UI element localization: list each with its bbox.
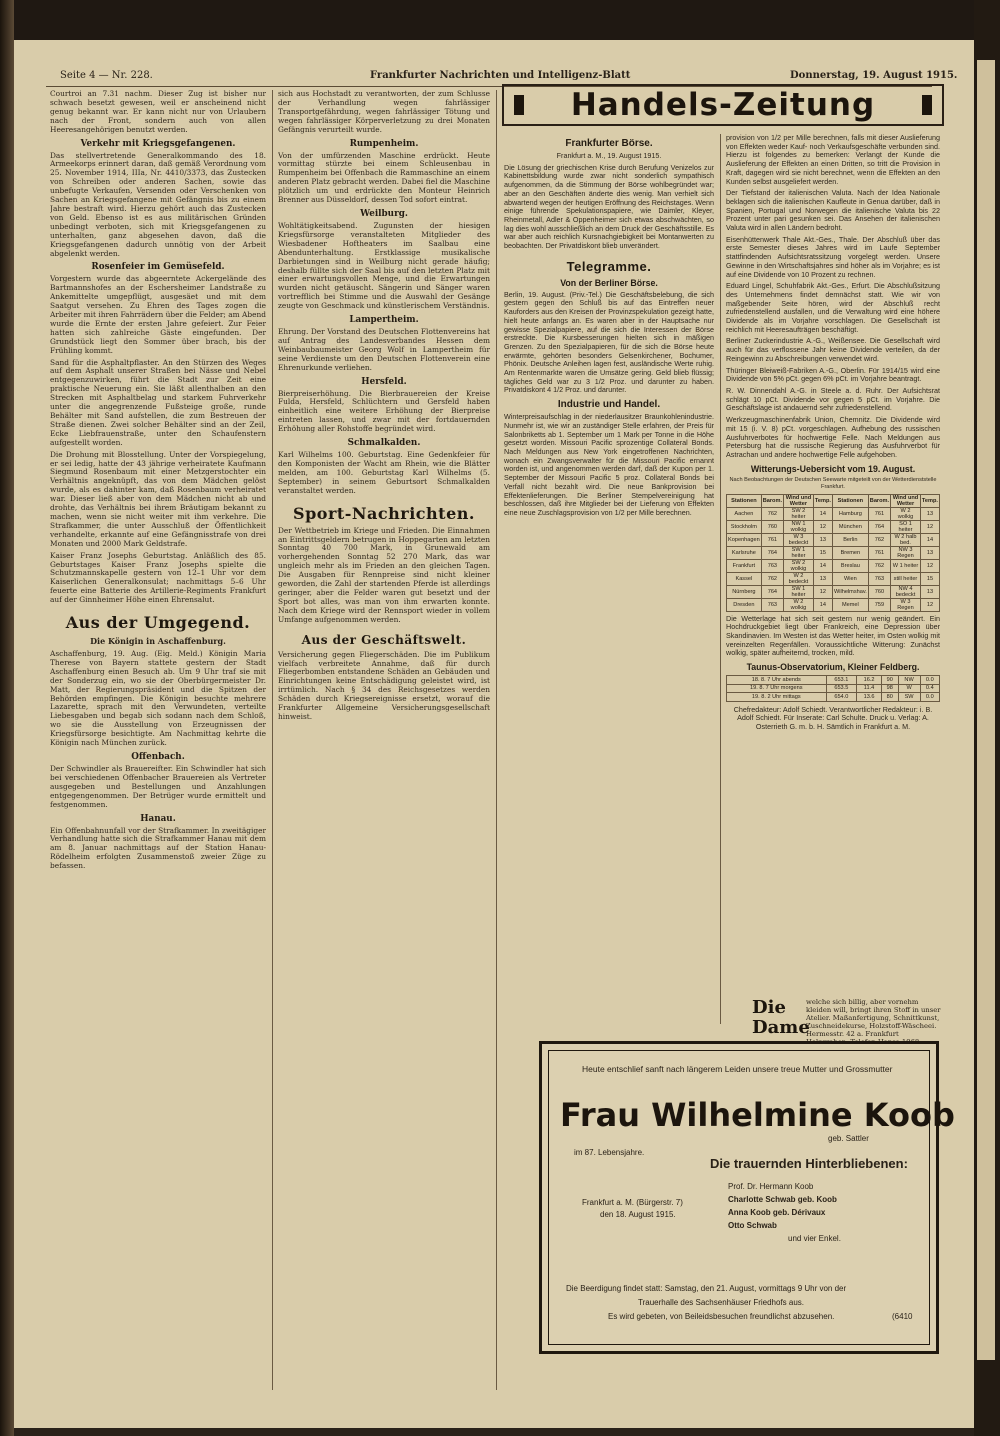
- scan-right-edge: [974, 0, 1000, 1436]
- article-text: Wohltätigkeitsabend. Zugunsten der hiesigen Kriegsfürsorge veranstalteten Mitglieder des Wiesbadener Hoftheaters im Saalbau eine Abendunterhaltung. Erstklassige musikalische Darbietungen sind in Weilburg nicht gerade häufig; deshalb füllte sich der Saal bis auf den letzten Platz mit einer erwartungsvollen Menge, und die Erwartungen wurden nicht getäuscht. Sängerin und Sänger waren vortrefflich bei Stimme und die Auswahl der Gesänge zeugte von Geschmack und künstlerischem Verständnis.: [278, 220, 490, 311]
- weather-table-cell: 12: [813, 520, 832, 533]
- table-header-cell: Temp.: [813, 494, 832, 507]
- weather-table-cell: NW 4 bedeckt: [891, 585, 921, 598]
- column-business-weather: [726, 134, 940, 994]
- weather-table-cell: SW 1 heiter: [784, 546, 814, 559]
- article-heading: Die Königin in Aschaffenburg.: [90, 636, 226, 647]
- article-text: sich aus Hochstadt zu verantworten, der zum Schlusse der Verhandlung wegen fahrlässiger Transportgefährdung, wegen fahrlässiger Tötung und wegen fahrlässiger Körperverletzung zu drei Monaten Gefängnis verurteilt wurde.: [278, 90, 490, 134]
- article-heading: Weilburg.: [360, 208, 408, 219]
- taunus-table: [726, 675, 940, 702]
- article-heading: Rosenfeier im Gemüsefeld.: [91, 262, 225, 273]
- weather-table-cell: W 2 wolkig: [891, 507, 921, 520]
- header-right: Donnerstag, 19. August 1915.: [790, 70, 958, 81]
- table-header-cell: Stationen: [832, 494, 868, 507]
- weather-table-cell: Kassel: [727, 572, 762, 585]
- taunus-table-cell: 13.6: [857, 693, 882, 702]
- ad-text: welche sich billig, aber vornehm kleiden will, bringt ihren Stoff in unser Atelier. Maßanfertigung, Schnittkunst, Zuschneidekurse, Holzstoff-Wäscheei. Hermesstr. 42 a. Frankfurt: [806, 998, 941, 1038]
- article-text: provision von 1/2 per Mille berechnen, falls mit dieser Auslieferung von Effekten weder Kauf- noch Verkaufsgeschäfte verbunden sind. Hierzu ist folgendes zu bemerken: Verlangt der Kunde die Auslieferung der Effekten an einen Dritten, so tritt die Provision in Kraft, dagegen wird sie nicht berechnet, wenn die Effekten an den Kunden selbst ausgeliefert werden.: [726, 134, 940, 186]
- weather-table-body: [727, 507, 940, 611]
- taunus-title: Taunus-Observatorium, Kleiner Feldberg.: [746, 662, 920, 673]
- weather-table-cell: 13: [813, 533, 832, 546]
- table-header-cell: Stationen: [727, 494, 762, 507]
- article-text: Berlin, 19. August. (Priv.-Tel.) Die Geschäftsbelebung, die sich gestern gegen den Schluß bis auf das Eintreffen neuer Kauforders aus den Kreisen der Provinzspekulation gezeigt hatte, hielt heute anfangs an. Es waren aber in der Hauptsache nur gewisse Spezialpapiere, auf die sich die Interessen der Börse erstreckte. Die Kursbesserungen hielten sich in mäßigen Grenzen. Zu den Spezialpapieren, für die sich die Börse heute erwärmte, gehörten besonders Gelsenkirchener, Bochumer, Phönix. Deutsche Anleihen lagen fest, ausländische Werte ruhig. Am Rentenmarkte waren die Umsätze gering. Geld blieb flüssig; tägliches Geld war zu 3 1/2 Proz. und darunter zu haben. Privatdiskont 4 1/2 Proz. und darunter.: [504, 289, 714, 395]
- masthead-block-right: [922, 95, 932, 115]
- article-text: Kaiser Franz Josephs Geburtstag. Anläßlich des 85. Geburtstages Kaiser Franz Josephs spielte die Schutzmannskapelle gestern von 12–1 Uhr vor dem Kaiserlichen Generalkonsulat; nachmittags 5–6 Uhr feuerte eine Batterie des Artillerie-Regiments Frankfurt auf der Ginnheimer Höhe einen Ehrensalut.: [50, 550, 266, 605]
- weather-table-cell: 13: [920, 585, 939, 598]
- weather-table-cell: SW 2 wolkig: [784, 559, 814, 572]
- article-heading: Von der Berliner Börse.: [560, 277, 658, 288]
- weather-table-row: [727, 533, 940, 546]
- weather-table-row: [727, 546, 940, 559]
- article-text: Der Schwindler als Brauereifter. Ein Schwindler hat sich bei verschiedenen Offenbacher Brauereien als Vertreter ausgegeben und Bestellungen und Anzahlungen entgegengenommen. Der Betrüger wurde ermittelt und festgenommen.: [50, 764, 266, 809]
- article-text: Der Tiefstand der italienischen Valuta. Nach der Idea Nationale beklagen sich die italienischen Kaufleute in Genua darüber, daß in Spanien, Portugal und Norwegen die italienische Valuta bis 22 Prozent unter pari gesunken sei. Das Ansehen der italienischen Valuta wird in allen Ländern bedroht.: [726, 188, 940, 233]
- article-text: R. W. Dinnendahl A.-G. in Steele a. d. Ruhr. Der Aufsichtsrat schlägt 10 pCt. Dividende vor gegen 5 pCt. im Vorjahre. Die Geschäftslage ist andauernd sehr zufriedenstellend.: [726, 385, 940, 413]
- obituary-place: Frankfurt a. M. (Bürgerstr. 7): [582, 1198, 683, 1207]
- obituary-mourner: Prof. Dr. Hermann Koob: [728, 1182, 814, 1191]
- column-local-news: [50, 90, 266, 1390]
- weather-table-cell: 762: [868, 533, 890, 546]
- article-text: Thüringer Bleiweiß-Fabriken A.-G., Oberlin. Für 1914/15 wird eine Dividende von 5% pCt. gegen 6% pCt. im Vorjahre beantragt.: [726, 365, 940, 384]
- weather-table-cell: Wien: [832, 572, 868, 585]
- taunus-table-cell: 11.4: [857, 684, 882, 693]
- weather-table-cell: Bremen: [832, 546, 868, 559]
- article-text: Courtroi an 7.31 nachm. Dieser Zug ist bisher nur schwach besetzt gewesen, weil er anscheinend nicht genug bekannt war. Er kann nicht nur von Urlaubern nach der Front, sondern auch von allen Heeresangehörigen benutzt werden.: [50, 90, 266, 134]
- weather-title: Witterungs-Uebersicht vom 19. August.: [750, 463, 916, 474]
- article-heading: Lampertheim.: [349, 315, 419, 326]
- weather-table-cell: Kopenhagen: [727, 533, 762, 546]
- weather-table-cell: Dresden: [727, 598, 762, 611]
- table-header-cell: Temp.: [920, 494, 939, 507]
- weather-table-cell: 13: [920, 507, 939, 520]
- article-text: Das stellvertretende Generalkommando des 18. Armeekorps erinnert daran, daß gemäß Verordnung vom 25. November 1914, IIIa, Nr. 4410/3373, das Zustecken von Schreiben oder anderen Sachen, sowie das unbefugte Verkaufen, Versenden oder Verschenken von Sachen an Kriegsgefangene mit Gefängnis bis zu einem Jahre bestraft wird. Hierzu gehört auch das Zustecken von Geld. Ebenso ist es aus militärischen Gründen unbedingt verboten, sich mit Kriegsgefangenen zu unterhalten, ganz abgesehen davon, daß die Kriegsgefangenen dadurch unnötig von der Arbeit abgelenkt werden.: [50, 150, 266, 258]
- section-heading-geschaeftswelt: Aus der Geschäftswelt.: [301, 632, 467, 647]
- weather-table-cell: Memel: [832, 598, 868, 611]
- article-heading: Industrie und Handel.: [557, 399, 661, 411]
- article-heading: Offenbach.: [131, 752, 185, 762]
- article-text: Werkzeugmaschinenfabrik Union, Chemnitz. Die Dividende wird mit 15 (i. V. 8) pCt. vorgeschlagen. Aufhebung des russischen Ausfuhrverbotes für hochwertige Felle. Nach Meldungen aus Petersburg hat die russische Regierung das Ausfuhrverbot für Astrachan und andere hochwertige Felle aufgehoben.: [726, 415, 940, 459]
- section-heading-sport: Sport-Nachrichten.: [293, 503, 475, 523]
- obituary-funeral-line: Es wird gebeten, von Beileidsbesuchen freundlichst abzusehen.: [608, 1312, 835, 1321]
- weather-subtitle: Nach Beobachtungen der Deutschen Seewarte mitgeteilt von der Wetterdienststelle Frankfurt.: [729, 476, 937, 490]
- weather-table-cell: 13: [813, 572, 832, 585]
- column-divider: [720, 134, 721, 1024]
- weather-text: Die Wetterlage hat sich seit gestern nur wenig geändert. Ein Hochdruckgebiet liegt über Frankreich, eine Depression über Skandinavien. Im Westen ist das Wetter heiter, im Osten wolkig mit vereinzelten Regenfällen. Voraussichtliche Witterung: Zunächst wolkig, später aufheiternd, trocken, mild.: [726, 613, 940, 658]
- weather-table-row: [727, 572, 940, 585]
- weather-table-row: [727, 598, 940, 611]
- weather-table-cell: 14: [813, 559, 832, 572]
- obituary-mourner: Charlotte Schwab geb. Koob: [728, 1195, 837, 1204]
- ad-die-dame: [752, 998, 942, 1036]
- weather-table-cell: 13: [920, 546, 939, 559]
- weather-table: [726, 494, 940, 612]
- weather-table-cell: 763: [868, 572, 890, 585]
- weather-table-row: [727, 507, 940, 520]
- weather-table-cell: W 3 Regen: [891, 598, 921, 611]
- taunus-table-cell: 0.0: [920, 693, 939, 702]
- weather-table-cell: Aachen: [727, 507, 762, 520]
- weather-table-cell: 761: [868, 546, 890, 559]
- weather-table-cell: Nürnberg: [727, 585, 762, 598]
- taunus-table-cell: 18. 8. 7 Uhr abends: [727, 676, 827, 685]
- weather-table-cell: 12: [920, 559, 939, 572]
- obituary-code: (6410: [892, 1312, 913, 1321]
- taunus-table-row: [727, 693, 940, 702]
- weather-table-cell: Breslau: [832, 559, 868, 572]
- weather-table-cell: 763: [761, 559, 783, 572]
- weather-table-cell: 14: [813, 598, 832, 611]
- taunus-table-cell: SW: [898, 693, 920, 702]
- weather-table-cell: 12: [813, 585, 832, 598]
- handelszeitung-title: Handels-Zeitung: [570, 87, 876, 123]
- obituary-notice: [539, 1041, 955, 1354]
- taunus-table-cell: 19. 8. 7 Uhr morgens: [727, 684, 827, 693]
- obituary-mourner: Otto Schwab: [728, 1221, 777, 1230]
- weather-table-cell: 764: [868, 520, 890, 533]
- weather-table-cell: still heiter: [891, 572, 921, 585]
- weather-table-cell: 12: [920, 598, 939, 611]
- article-text: Karl Wilhelms 100. Geburtstag. Eine Gedenkfeier für den Komponisten der Wacht am Rhein, wie die Blätter melden, am 100. Geburtstag Karl Wilhelms (5. September) in seinem Geburtsort Schmalkalden veranstaltet werden.: [278, 450, 490, 495]
- ad-brand: Die Dame: [752, 997, 810, 1038]
- obituary-funeral-line: Trauerhalle des Sachsenhäuser Friedhofs aus.: [638, 1298, 805, 1307]
- obituary-mourners-title: Die trauernden Hinterbliebenen:: [710, 1156, 908, 1171]
- weather-table-row: [727, 585, 940, 598]
- table-header-cell: Wind und Wetter: [891, 494, 921, 507]
- weather-table-row: [727, 559, 940, 572]
- obituary-funeral-line: Die Beerdigung findet statt: Samstag, den 21. August, vormittags 9 Uhr von der: [566, 1284, 847, 1293]
- article-text: Von der umfürzenden Maschine erdrückt. Heute vormittag stürzte bei einem Schleusenbau in Rumpenheim bei Offenbach die Rammaschine an einem anderen Platz gebracht werden. Dabei fiel die Maschine plötzlich um und erdrückte den Monteur Heinrich Brenner aus Düsseldorf, dessen Tod sofort eintrat.: [278, 150, 490, 205]
- weather-table-row: [727, 520, 940, 533]
- weather-table-cell: NW 1 wolkig: [784, 520, 814, 533]
- weather-table-cell: 764: [761, 585, 783, 598]
- weather-table-cell: 763: [761, 598, 783, 611]
- weather-table-cell: 15: [813, 546, 832, 559]
- header-center: Frankfurter Nachrichten und Intelligenz-Blatt: [370, 70, 631, 81]
- taunus-table-cell: 654.0: [826, 693, 856, 702]
- taunus-table-cell: 653.1: [826, 676, 856, 685]
- weather-table-cell: 14: [920, 533, 939, 546]
- section-heading-umgegend: Aus der Umgegend.: [65, 613, 251, 633]
- obituary-intro: Heute entschlief sanft nach längerem Leiden unsere treue Mutter und Grossmutter: [582, 1064, 893, 1074]
- weather-table-cell: W 3 bedeckt: [784, 533, 814, 546]
- taunus-table-cell: 0.4: [920, 684, 939, 693]
- column-divider: [272, 90, 273, 1390]
- column-handelszeitung: [504, 134, 714, 1024]
- article-text: Vorgestern wurde das abgeerntete Ackergelände des Bartmannshofes an der Eschersheimer Landstraße zu Ankemittelte umgepflügt, ausgesäet und mit dem Saatgut versehen. Zu Ehren des Tages zogen die Arbeiter mit ihren Fahrrädern über die Felder; am Abend wurde die Ernte der ersten Jahre gefeiert. Zur Feier hatten sich zahlreiche Gäste eingefunden. Der Grundstück liegt den Sommer über brach, bis der Frühling kommt.: [50, 274, 266, 355]
- article-text: Bierpreiserhöhung. Die Bierbrauereien der Kreise Fulda, Hersfeld, Schlüchtern und Gersfeld haben einheitlich eine weitere Erhöhung der Bierpreise eintreten lassen, und zwar mit der fortdauernden Erhöhung aller Rohstoffe begründet wird.: [278, 388, 490, 434]
- taunus-table-cell: 19. 8. 2 Uhr mittags: [727, 693, 827, 702]
- weather-table-cell: SW 2 heiter: [784, 507, 814, 520]
- taunus-table-row: [727, 676, 940, 685]
- obituary-mourner: und vier Enkel.: [788, 1234, 841, 1243]
- article-heading: Schmalkalden.: [347, 438, 421, 449]
- article-text: Die Drohung mit Blosstellung. Unter der Vorspiegelung, er sei ledig, hatte der 43 jährige verheiratete Kaufmann Siegmund Rosenbaum mit einer Metzgerstochter ein Verhältnis angeknüpft, das von dem Mädchen gelöst wurde, als es dahinter kam, daß Rosenbaum verheiratet war. Dieser ließ aber von dem Mädchen nicht ab und drohte, das Verhältnis bei ihrem Bräutigam bekannt zu machen, wenn sie nicht weiter mit ihm verkehre. Die Strafkammer, die unter Ausschluß der Öffentlichkeit verhandelte, erkannte auf eine Gefängnisstrafe von drei Monaten und 2000 Mark Geldstrafe.: [50, 449, 266, 548]
- article-text: Eduard Lingel, Schuhfabrik Akt.-Ges., Erfurt. Die Abschlußsitzung des Unternehmens findet demnächst statt. Wie wir von maßgebender Seite hören, wird der Abschluß recht zufriedenstellend ausfallen, und die Verwaltung wird eine höhere Dividende als im Vorjahre vorschlagen. Die Gesellschaft ist reichlich mit Heeresaufträgen beschäftigt.: [726, 281, 940, 334]
- section-heading-telegramme: Telegramme.: [566, 258, 652, 274]
- article-heading: Frankfurter Börse.: [565, 138, 653, 149]
- masthead-block-left: [514, 95, 524, 115]
- column-divider: [496, 90, 497, 1390]
- table-header-cell: Barom.: [761, 494, 783, 507]
- table-header-cell: Barom.: [868, 494, 890, 507]
- taunus-table-cell: 653.5: [826, 684, 856, 693]
- article-text: Berliner Zuckerindustrie A.-G., Weißensee. Die Gesellschaft wird auch für das verflossene Jahr keine Dividende verteilen, da der Reingewinn zu Abschreibungen verwendet wird.: [726, 336, 940, 363]
- weather-table-cell: SO 1 heiter: [891, 520, 921, 533]
- dateline: Frankfurt a. M., 19. August 1915.: [556, 151, 662, 160]
- weather-table-cell: Stockholm: [727, 520, 762, 533]
- weather-table-cell: W 2 halb bed.: [891, 533, 921, 546]
- taunus-table-cell: W: [898, 684, 920, 693]
- weather-table-cell: 760: [868, 585, 890, 598]
- taunus-table-cell: 80: [881, 693, 898, 702]
- weather-table-header: [727, 494, 940, 507]
- column-regional-sport: [278, 90, 490, 1390]
- table-header-cell: Wind und Wetter: [784, 494, 814, 507]
- weather-table-cell: W 2 wolkig: [784, 598, 814, 611]
- weather-table-cell: Wilhelmshav.: [832, 585, 868, 598]
- article-text: Versicherung gegen Fliegerschäden. Die im Publikum vielfach verbreitete Annahme, daß für durch Fliegerbomben entstandene Schäden an Gebäuden und Einrichtungen keine Entschädigung geleistet wird, ist irrtümlich. Nach § 34 des Reichsgesetzes werden Schäden durch Kriegsereignisse ersetzt, worauf die Frankfurter Allgemeine Versicherungsgesellschaft hinweist.: [278, 649, 490, 721]
- article-heading: Hanau.: [140, 813, 176, 824]
- article-text: Die Lösung der griechischen Krise durch Berufung Venizelos zur Kabinettsbildung wurde zwar nicht sonderlich sympathisch aufgenommen, da die Stimmung der Börse wohlbegründet war; aber an den Geschäften änderte dies wenig. Man verhielt sich abwartend wegen der heutigen Eröffnung des Reichstages. Wenn einige führende Spekulationspapiere, wie Daimler, Kleyer, Rheinmetall, Adler & Oppenheimer sich etwas abschwächten, so lag dies wohl ausschließlich an dem Druck der Geschäftsstille. Es war aber auch reichlich Kursnachgiebigkeit bei Montanwerten zu beobachten. Der Privatdiskont blieb unverändert.: [504, 162, 714, 251]
- taunus-table-cell: 16.2: [857, 676, 882, 685]
- weather-table-cell: 759: [868, 598, 890, 611]
- weather-table-cell: Hamburg: [832, 507, 868, 520]
- article-heading: Hersfeld.: [361, 376, 407, 387]
- scan-binding-gutter: [0, 0, 14, 1436]
- weather-table-cell: 15: [920, 572, 939, 585]
- weather-table-cell: 12: [920, 520, 939, 533]
- weather-table-cell: W 2 bedeckt: [784, 572, 814, 585]
- obituary-name: Frau Wilhelmine Koob: [560, 1096, 955, 1134]
- article-text: Sand für die Asphaltpflaster. An den Stürzen des Weges auf dem Asphalt unserer Straßen bei Nässe und Nebel entgegenzuwirken, führt die Stadt zur Zeit eine praktische Neuerung ein. Sie läßt allenthalben an den Strecken mit Asphaltbelag und starkem Fuhrverkehr unter die angegrenzende Fußsteige große, runde Behälter mit Sand aufstellen, die zum Bestreuen der Straße dienen. Zwei solcher Behälter sind an der Zeil, Ecke Liebfrauenstraße, unter den Schaufenstern aufgestellt worden.: [50, 357, 266, 447]
- article-heading: Rumpenheim.: [349, 138, 419, 149]
- weather-table-cell: 760: [761, 520, 783, 533]
- weather-table-cell: Berlin: [832, 533, 868, 546]
- weather-table-cell: 762: [761, 572, 783, 585]
- weather-table-cell: 761: [868, 507, 890, 520]
- taunus-table-cell: NW: [898, 676, 920, 685]
- article-heading: Verkehr mit Kriegsgefangenen.: [80, 138, 236, 149]
- article-text: Aschaffenburg, 19. Aug. (Eig. Meld.) Königin Maria Therese von Bayern stattete gestern der Stadt Aschaffenburg einen Besuch ab. Um 9 Uhr traf sie mit der Sonderzug ein, wo sie der Oberbürgermeister Dr. Matt, der Regierungspräsident und die Spitzen der Behörden empfingen. Die Königin besuchte mehrere Lazarette, sprach mit den Verwundeten, verteilte Liebesgaben und begab sich sodann nach dem Schloß, wo sie die Ausstellung von Erzeugnissen der Kriegsfürsorge besichtigte. Am Nachmittag kehrte die Königin nach München zurück.: [50, 649, 266, 748]
- obituary-mourner: Anna Koob geb. Dérivaux: [728, 1208, 826, 1217]
- weather-table-cell: 761: [761, 533, 783, 546]
- weather-table-cell: SW 1 heiter: [784, 585, 814, 598]
- handelszeitung-masthead: [502, 84, 944, 126]
- article-text: Ein Offenbahnunfall vor der Strafkammer. In zweitägiger Verhandlung hatte sich die Strafkammer Hanau mit dem am 8. Januar nachmittags auf der Station Hanau-Rödelheim erfolgten Zusammenstoß zweier Züge zu befassen.: [50, 825, 266, 871]
- header-left: Seite 4 — Nr. 228.: [60, 70, 153, 81]
- scan-top-border: [14, 0, 974, 40]
- weather-table-cell: Karlsruhe: [727, 546, 762, 559]
- taunus-table-cell: 90: [881, 676, 898, 685]
- article-text: Eisenhüttenwerk Thale Akt.-Ges., Thale. Der Abschluß über das erste Semester dieses Jahres wird im Laufe September stattfindenden Aufsichtsratssitzung vorgelegt werden. Unsere Gewinne in den Wirtschaftsjahres sind höher als im Vorjahre; es ist auf eine Dividende von 10 Prozent zu rechnen.: [726, 234, 940, 279]
- weather-table-cell: W 1 heiter: [891, 559, 921, 572]
- impressum: Chefredakteur: Adolf Schiedt. Verantwortlicher Redakteur: i. B. Adolf Schiedt. Für Inserate: Carl Schulte. Druck u. Verlag: A. Osterrieth G. m. b. H. Sämtlich in Frankfurt a. M.: [733, 704, 933, 732]
- obituary-age: im 87. Lebensjahre.: [574, 1148, 645, 1157]
- taunus-table-row: [727, 684, 940, 693]
- weather-table-cell: München: [832, 520, 868, 533]
- weather-table-cell: 762: [761, 507, 783, 520]
- article-text: Ehrung. Der Vorstand des Deutschen Flottenvereins hat auf Antrag des Landesverbandes Hessen dem Weinbaubaumeister Georg Wolf in Lampertheim für seine Verdienste um den Deutschen Flottenverein eine Ehrenurkunde verliehen.: [278, 327, 490, 372]
- obituary-nee: geb. Sattler: [828, 1134, 869, 1143]
- weather-table-cell: 764: [761, 546, 783, 559]
- weather-table-cell: Frankfurt: [727, 559, 762, 572]
- taunus-table-cell: 98: [881, 684, 898, 693]
- taunus-table-cell: 0.0: [920, 676, 939, 685]
- weather-table-cell: 762: [868, 559, 890, 572]
- weather-table-cell: 14: [813, 507, 832, 520]
- weather-table-cell: NW 3 Regen: [891, 546, 921, 559]
- obituary-date: den 18. August 1915.: [600, 1210, 676, 1219]
- article-text: Der Wettbetrieb im Kriege und Frieden. Die Einnahmen an Eintrittsgeldern betrugen in Hoppegarten am letzten Sonntag 40 700 Mark, in Grunewald am vorhergehenden Sonntag 52 270 Mark, das war ungleich mehr als im Frieden an den gleichen Tagen. Die Ausgaben für Rennpreise sind nicht kleiner geworden, die Zahl der startenden Pferde ist allerdings geringer, aber die Felder waren gut besetzt und der Sport bot alles, was man von ihm erwarten konnte. Nach dem Kriege wird der Rennsport wieder in vollem Umfange aufgenommen werden.: [278, 525, 490, 624]
- taunus-table-body: [727, 676, 940, 702]
- article-text: Winterpreisaufschlag in der niederlausitzer Braunkohlenindustrie. Nunmehr ist, wie wir an zuständiger Stelle erfahren, der Preis für Salonbriketts ab 1. September um 1 Mark per Tonne in die Höhe gesetzt worden. Missouri Pacific sprozentige Collateral Bonds. Nach Meldungen aus New York eingetroffenen Nachrichten, wonach ein Zwangsverwalter für die Missouri Pacific ernannt worden ist, und angenommen werden darf, daß der Kupon per 1. September der Missouri Pacific 5 proz. Collateral Bonds bei Verfall nicht bezahlt wird. Die neue Bankprovision bei Effektenlieferungen. Die Berliner Stempelvereinigung hat beschlossen, daß ihre Mitglieder bei der Lieferung von Effekten eine neue Zuschlagsprovision von 1/2 per Mille berechnen.: [504, 412, 714, 517]
